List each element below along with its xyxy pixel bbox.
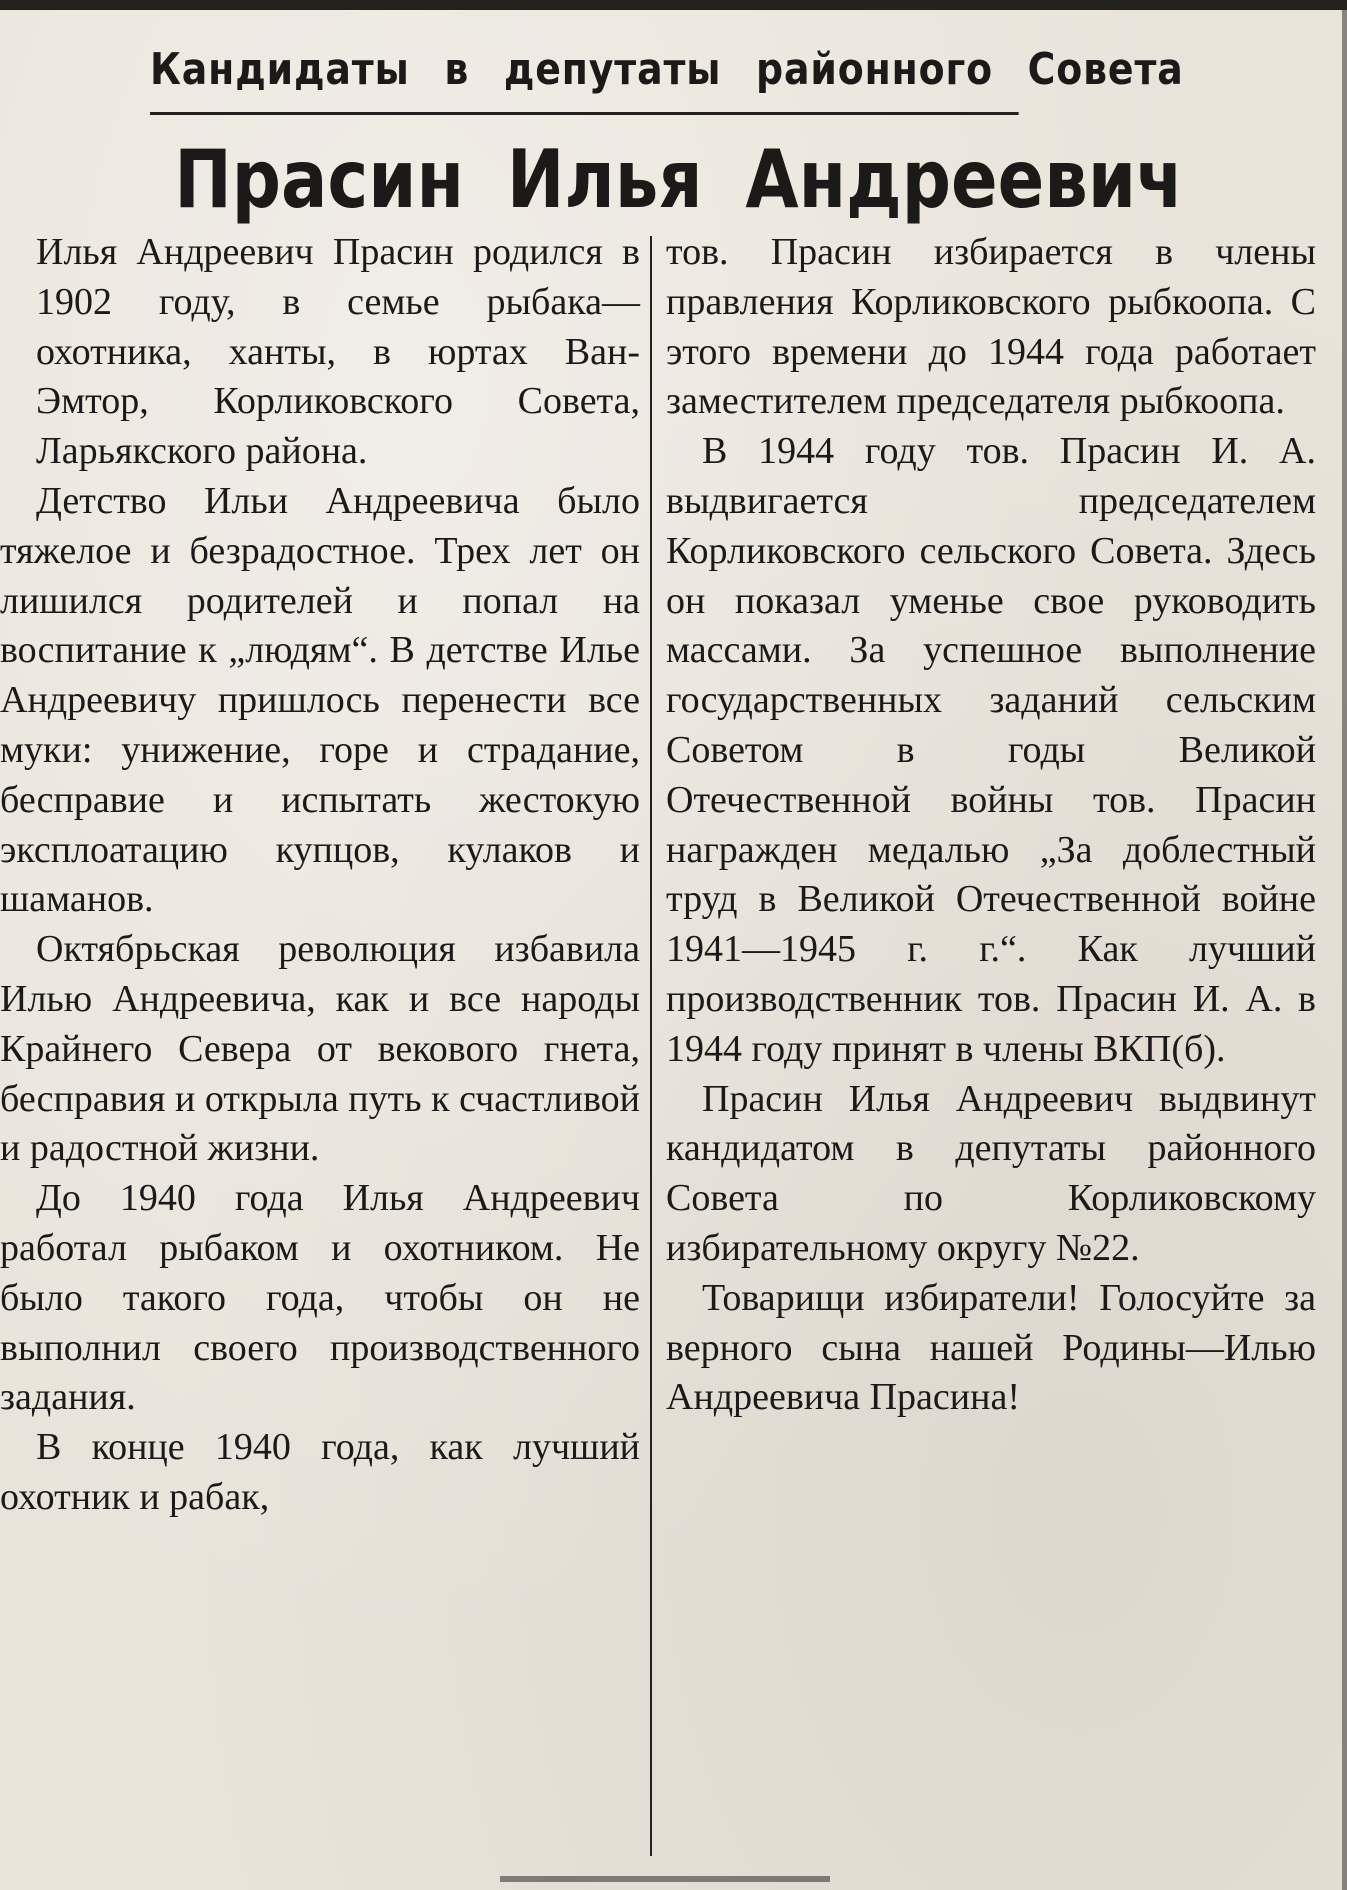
paragraph: Детство Ильи Андреевича было тяжелое и безрадостное. Трех лет он лишился родителей и попал на воспитание к „людям“. В детстве Илье Андреевичу пришлось перенести все муки: унижение, горе и страдание, бесправие и испытать жестокую эксплоатацию купцов, кулаков и шаманов. [0, 479, 640, 921]
paragraph: В конце 1940 года, как лучший охотник и рабак, [0, 1426, 640, 1518]
rubric-text: Кандидаты в депутаты районного Совета [150, 44, 1184, 95]
paragraph: Прасин Илья Андреевич выдвинут кандидатом в депутаты районного Совета по Корликовскому избирательному округу №22. [666, 1077, 1316, 1269]
article-column-right [666, 228, 1316, 1868]
column-divider [650, 236, 652, 1856]
paragraph: В 1944 году тов. Прасин И. А. выдвигается председателем Корликовского сельского Совета. Здесь он показал уменье свое руководить массами. За успешное выполнение государственных заданий сельским Советом в годы Великой Отечественной войны тов. Прасин награжден медалью „За доблестный труд в Великой Отечественной войне 1941—1945 г. г.“. Как лучший производственник тов. Прасин И. А. в 1944 году принят в члены ВКП(б). [666, 430, 1316, 1070]
paragraph: Октябрьская революция избавила Илью Андреевича, как и все народы Крайнего Севера от векового гнета, бесправия и открыла путь к счастливой и радостной жизни. [0, 928, 640, 1170]
section-rubric [150, 28, 1184, 115]
paragraph: Товарищи избиратели! Голосуйте за верного сына нашей Родины—Илью Андреевича Прасина! [666, 1276, 1316, 1419]
article-column-left [0, 228, 640, 1868]
page-edge [1342, 10, 1347, 1890]
bottom-rule [500, 1876, 830, 1882]
article-headline: Прасин Илья Андреевич [174, 133, 1184, 226]
top-rule [0, 0, 1347, 10]
paragraph: тов. Прасин избирается в члены правления Корликовского рыбкоопа. С этого времени до 1944 года работает заместителем председателя рыбкоопа. [666, 231, 1316, 423]
paragraph: Илья Андреевич Прасин родился в 1902 году, в семье рыбака—охотника, ханты, в юртах Ван-Эмтор, Корликовского Совета, Ларьякского района. [36, 231, 640, 473]
paragraph: До 1940 года Илья Андреевич работал рыбаком и охотником. Не было такого года, чтобы он не выполнил своего производственного задания. [0, 1177, 640, 1419]
